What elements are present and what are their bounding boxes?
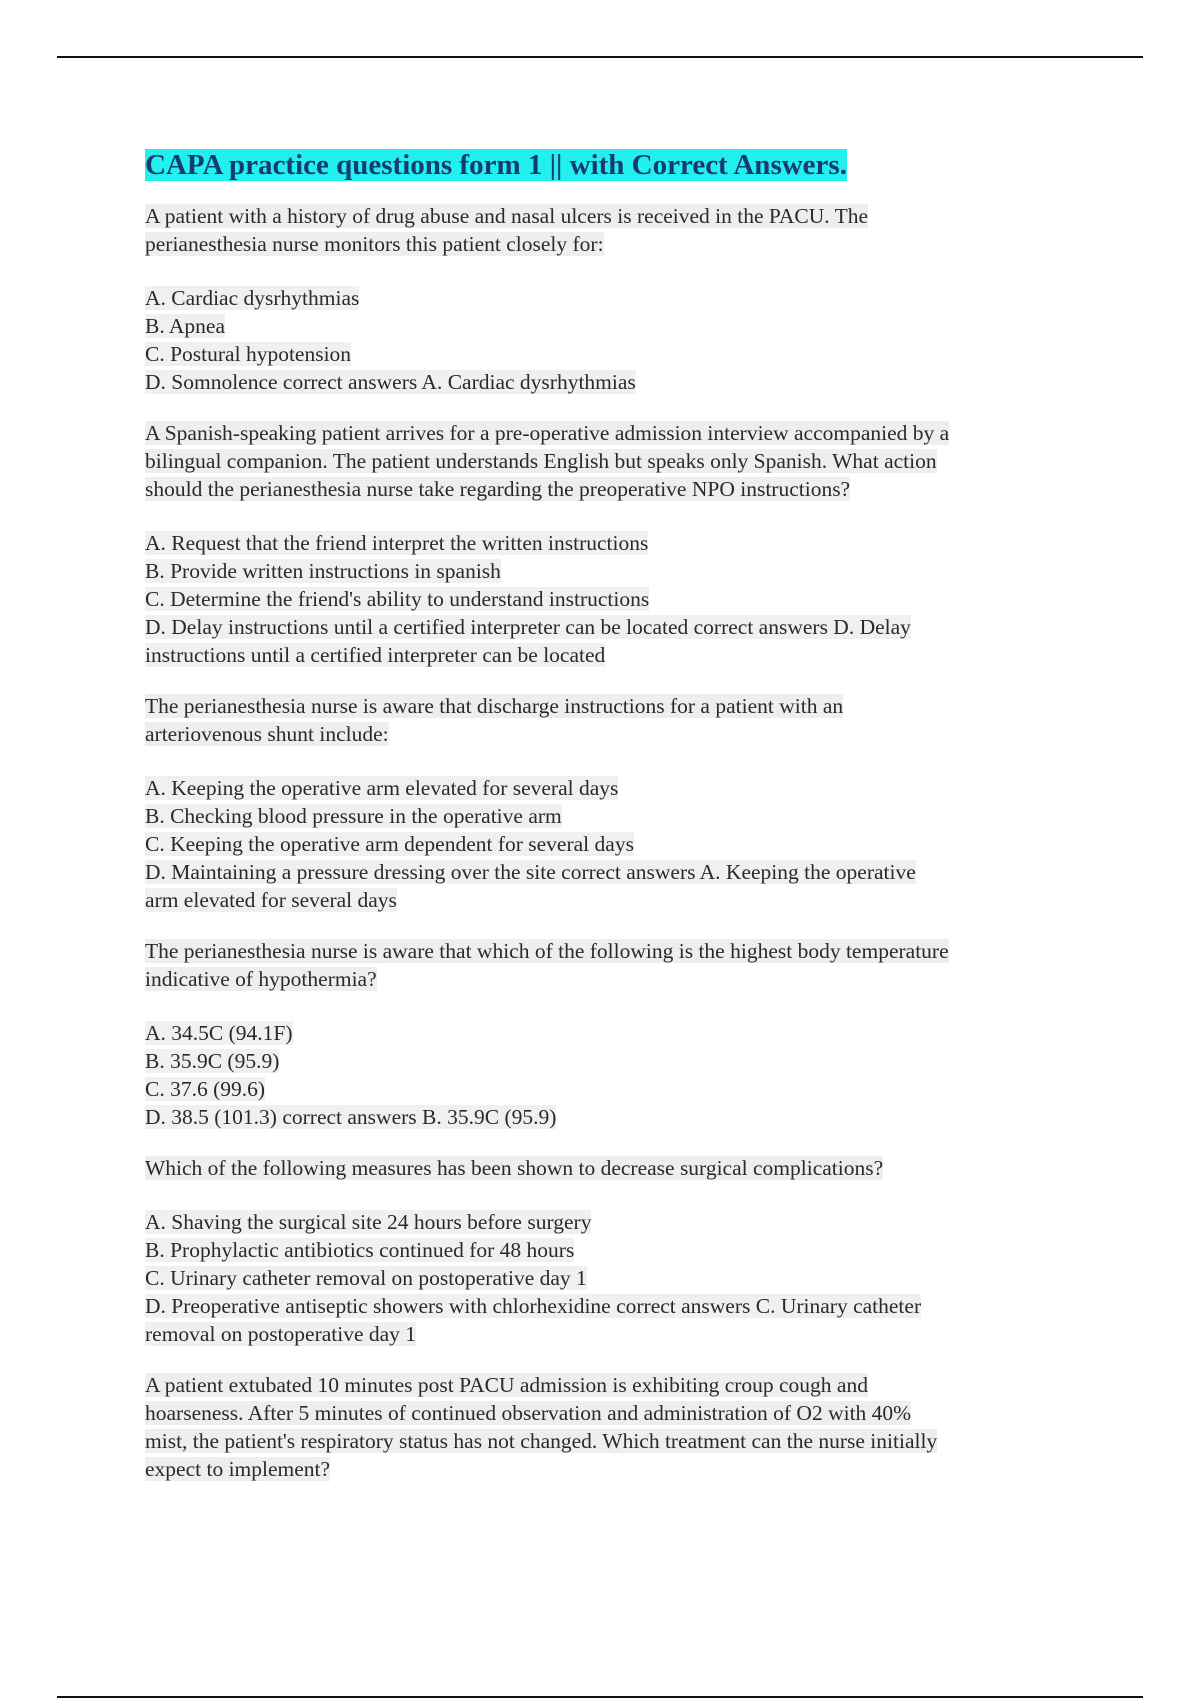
option-line: C. Postural hypotension xyxy=(145,342,352,366)
stem-line: expect to implement? xyxy=(145,1457,331,1481)
option-line: D. Preoperative antiseptic showers with chlorhexidine correct answers C. Urinary catheter xyxy=(145,1294,922,1318)
option-line: C. Determine the friend's ability to understand instructions xyxy=(145,587,650,611)
answer-options xyxy=(145,774,1075,914)
question-6 xyxy=(145,1371,1075,1483)
option-line: A. Shaving the surgical site 24 hours before surgery xyxy=(145,1210,592,1234)
option-line: B. Apnea xyxy=(145,314,226,338)
option-line: D. Maintaining a pressure dressing over the site correct answers A. Keeping the operative xyxy=(145,860,916,884)
option-line: A. 34.5C (94.1F) xyxy=(145,1021,293,1045)
question-stem xyxy=(145,692,1075,748)
option-line: D. Somnolence correct answers A. Cardiac dysrhythmias xyxy=(145,370,636,394)
option-line: B. Prophylactic antibiotics continued for 48 hours xyxy=(145,1238,575,1262)
stem-line: hoarseness. After 5 minutes of continued observation and administration of O2 with 40% xyxy=(145,1401,912,1425)
question-stem xyxy=(145,1154,1075,1182)
option-line: C. Keeping the operative arm dependent for several days xyxy=(145,832,634,856)
stem-line: Which of the following measures has been shown to decrease surgical complications? xyxy=(145,1156,884,1180)
stem-line: A Spanish-speaking patient arrives for a pre-operative admission interview accompanied by a xyxy=(145,421,950,445)
option-line: D. Delay instructions until a certified interpreter can be located correct answers D. Delay xyxy=(145,615,911,639)
title-highlight: CAPA practice questions form 1 || with Correct Answers. xyxy=(145,149,847,181)
option-line: A. Cardiac dysrhythmias xyxy=(145,286,360,310)
answer-options xyxy=(145,284,1075,396)
stem-line: The perianesthesia nurse is aware that which of the following is the highest body temperature xyxy=(145,939,949,963)
stem-line: perianesthesia nurse monitors this patient closely for: xyxy=(145,232,604,256)
stem-line: mist, the patient's respiratory status has not changed. Which treatment can the nurse initially xyxy=(145,1429,938,1453)
stem-line: The perianesthesia nurse is aware that discharge instructions for a patient with an xyxy=(145,694,844,718)
question-4 xyxy=(145,937,1075,1131)
question-5 xyxy=(145,1154,1075,1348)
option-line: C. Urinary catheter removal on postoperative day 1 xyxy=(145,1266,587,1290)
option-line: A. Request that the friend interpret the written instructions xyxy=(145,531,649,555)
question-stem xyxy=(145,419,1075,503)
stem-line: A patient extubated 10 minutes post PACU admission is exhibiting croup cough and xyxy=(145,1373,868,1397)
stem-line: should the perianesthesia nurse take regarding the preoperative NPO instructions? xyxy=(145,477,851,501)
footer-rule xyxy=(57,1696,1143,1698)
answer-options xyxy=(145,1019,1075,1131)
question-stem xyxy=(145,1371,1075,1483)
header-rule xyxy=(57,56,1143,58)
option-line: C. 37.6 (99.6) xyxy=(145,1077,266,1101)
answer-options xyxy=(145,529,1075,669)
stem-line: bilingual companion. The patient understands English but speaks only Spanish. What action xyxy=(145,449,937,473)
stem-line: arteriovenous shunt include: xyxy=(145,722,389,746)
option-line: A. Keeping the operative arm elevated for several days xyxy=(145,776,619,800)
option-line: B. 35.9C (95.9) xyxy=(145,1049,280,1073)
option-line: B. Checking blood pressure in the operative arm xyxy=(145,804,562,828)
question-1 xyxy=(145,202,1075,396)
option-line: instructions until a certified interpreter can be located xyxy=(145,643,606,667)
stem-line: A patient with a history of drug abuse and nasal ulcers is received in the PACU. The xyxy=(145,204,869,228)
option-line: arm elevated for several days xyxy=(145,888,397,912)
stem-line: indicative of hypothermia? xyxy=(145,967,377,991)
answer-options xyxy=(145,1208,1075,1348)
document-page xyxy=(145,147,1075,1509)
document-title xyxy=(145,147,1075,183)
option-line: removal on postoperative day 1 xyxy=(145,1322,417,1346)
option-line: B. Provide written instructions in spanish xyxy=(145,559,501,583)
question-3 xyxy=(145,692,1075,914)
option-line: D. 38.5 (101.3) correct answers B. 35.9C (95.9) xyxy=(145,1105,557,1129)
question-2 xyxy=(145,419,1075,669)
question-stem xyxy=(145,202,1075,258)
question-stem xyxy=(145,937,1075,993)
